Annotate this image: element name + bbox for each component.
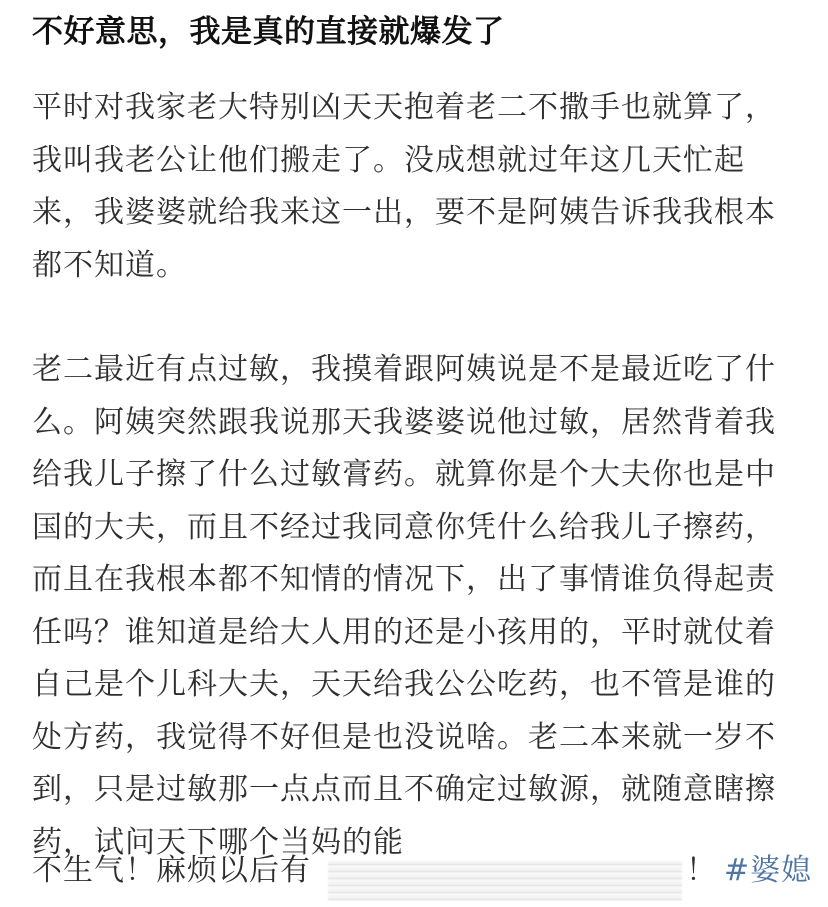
- post-last-line: [32, 845, 812, 905]
- hashtag-link[interactable]: #婆媳: [724, 853, 813, 888]
- post-content: [32, 0, 802, 869]
- redacted-text-mask: [328, 861, 682, 901]
- post-title: 不好意思，我是真的直接就爆发了: [32, 14, 505, 50]
- last-line-tail: ！: [686, 853, 717, 888]
- post-paragraph-1: 平时对我家老大特别凶天天抱着老二不撒手也就算了，我叫我老公让他们搬走了。没成想就过年这几天忙起来，我婆婆就给我来这一出，要不是阿姨告诉我我根本都不知道。: [32, 90, 776, 283]
- post-paragraph-2: 老二最近有点过敏，我摸着跟阿姨说是不是最近吃了什么。阿姨突然跟我说那天我婆婆说他过敏，居然背着我给我儿子擦了什么过敏膏药。就算你是个大夫你也是中国的大夫，而且不经过我同意你凭什么给我儿子擦药，而且在我根本都不知情的情况下，出了事情谁负得起责任吗？谁知道是给大人用的还是小孩用的，平时就仗着自己是个儿科大夫，天天给我公公吃药，也不管是谁的处方药，我觉得不好但是也没说啥。老二本来就一岁不到，只是过敏那一点点而且不确定过敏源，就随意瞎擦药，试问天下哪个当妈的能: [32, 352, 776, 860]
- last-line-text: 不生气！麻烦以后有: [32, 853, 311, 888]
